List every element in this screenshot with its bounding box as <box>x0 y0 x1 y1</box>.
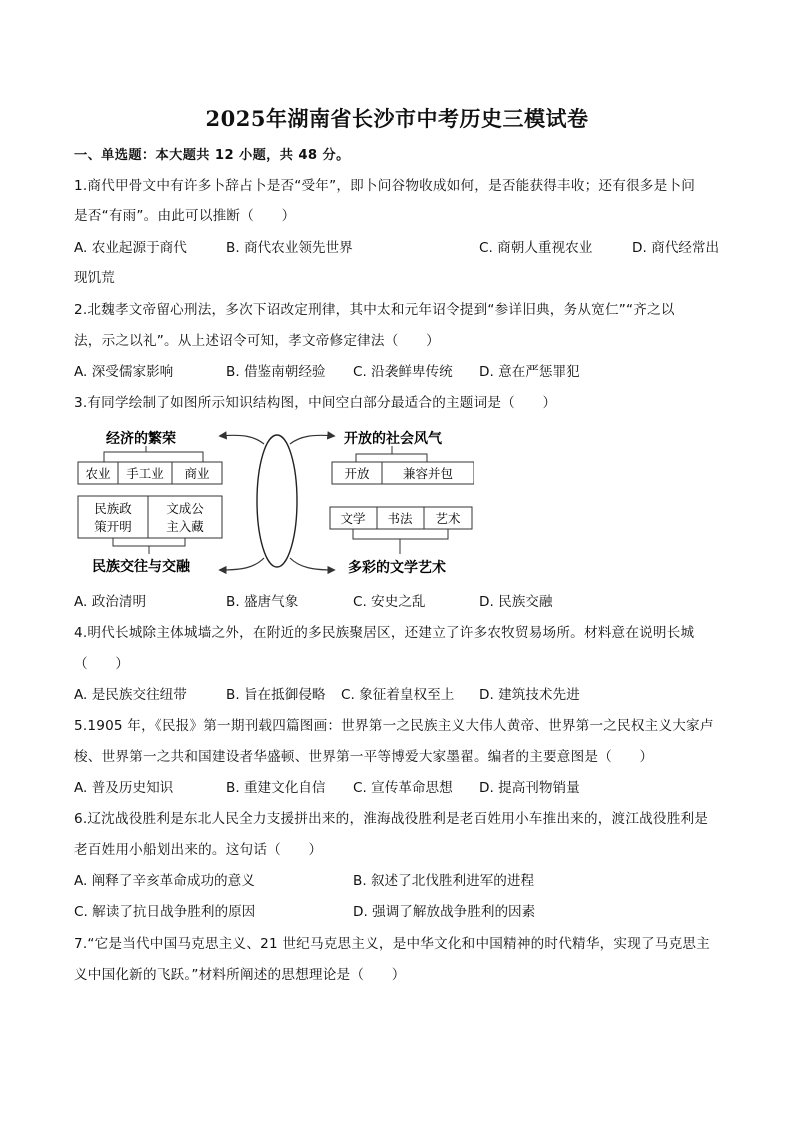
q3-option-d: D. 民族交融 <box>479 594 553 610</box>
question-1-line-1: 1.商代甲骨文中有许多卜辞占卜是否“受年”，即卜问谷物收成如何，是否能获得丰收；还有很多是卜问 <box>74 178 695 194</box>
q5-option-a: A. 普及历史知识 <box>74 780 174 796</box>
question-2-line-2: 法，示之以礼”。从上述诏令可知，孝文帝修定律法（ ） <box>74 333 440 349</box>
q3-option-a: A. 政治清明 <box>74 594 147 610</box>
box-ethnic-policy-line2: 策开明 <box>94 519 132 534</box>
q6-option-b: B. 叙述了北伐胜利进军的进程 <box>353 873 535 889</box>
q6-option-d: D. 强调了解放战争胜利的因素 <box>353 904 536 920</box>
question-7-line-2: 义中国化新的飞跃。”材料所阐述的思想理论是（ ） <box>74 967 406 983</box>
q3-option-c: C. 安史之乱 <box>353 594 426 610</box>
q5-option-c: C. 宣传革命思想 <box>353 780 453 796</box>
question-6-line-2: 老百姓用小船划出来的。这句话（ ） <box>74 842 323 858</box>
arrow-to-social <box>290 435 334 444</box>
q4-option-b: B. 旨在抵御侵略 <box>226 687 326 703</box>
q2-option-d: D. 意在严惩罪犯 <box>479 364 580 380</box>
question-2-line-1: 2.北魏孝文帝留心刑法，多次下诏改定刑律，其中太和元年诏令提到“参详旧典，务从宽仁”“齐之以 <box>74 302 675 318</box>
box-literature: 文学 <box>340 511 366 526</box>
box-agriculture: 农业 <box>85 466 111 481</box>
box-openness: 开放 <box>344 466 370 481</box>
economy-heading: 经济的繁荣 <box>106 431 176 447</box>
q4-option-c: C. 象征着皇权至上 <box>341 687 455 703</box>
box-art: 艺术 <box>435 511 461 526</box>
social-heading: 开放的社会风气 <box>344 431 442 447</box>
q5-option-d: D. 提高刊物销量 <box>479 780 580 796</box>
question-1-line-2: 是否“有雨”。由此可以推断（ ） <box>74 208 296 224</box>
q2-option-a: A. 深受儒家影响 <box>74 364 174 380</box>
q4-option-d: D. 建筑技术先进 <box>479 687 580 703</box>
q4-option-a: A. 是民族交往纽带 <box>74 687 187 703</box>
q3-option-b: B. 盛唐气象 <box>226 594 299 610</box>
box-inclusiveness: 兼容并包 <box>402 466 454 481</box>
knowledge-structure-diagram <box>74 420 474 582</box>
box-handicraft: 手工业 <box>126 466 164 481</box>
box-calligraphy: 书法 <box>387 511 413 526</box>
q6-option-a: A. 阐释了辛亥革命成功的意义 <box>74 873 255 889</box>
box-princess-wencheng-line2: 主入藏 <box>166 519 204 534</box>
question-4-line-1: 4.明代长城除主体城墙之外，在附近的多民族聚居区，还建立了许多农牧贸易场所。材料意在说明长城 <box>74 625 695 641</box>
arrow-to-economy <box>220 435 264 444</box>
q1-option-d: D. 商代经常出 <box>632 240 720 256</box>
question-4-line-2: （ ） <box>74 656 130 672</box>
arts-heading: 多彩的文学艺术 <box>348 560 446 576</box>
box-commerce: 商业 <box>184 466 210 481</box>
box-princess-wencheng: 文成公 <box>166 501 204 516</box>
question-6-line-1: 6.辽沈战役胜利是东北人民全力支援拼出来的，淮海战役胜利是老百姓用小车推出来的，渡江战役胜利是 <box>74 811 709 827</box>
box-ethnic-policy: 民族政 <box>94 501 132 516</box>
central-blank-oval <box>257 435 297 567</box>
question-7-line-1: 7.“它是当代中国马克思主义、21 世纪马克思主义，是中华文化和中国精神的时代精华，实现了马克思主 <box>74 936 710 952</box>
question-3-line-1: 3.有同学绘制了如图所示知识结构图，中间空白部分最适合的主题词是（ ） <box>74 395 557 411</box>
page-title: 2025年湖南省长沙市中考历史三模试卷 <box>205 106 589 131</box>
question-5-line-2: 梭、世界第一之共和国建设者华盛顿、世界第一平等博爱大家墨翟。编者的主要意图是（ ） <box>74 749 654 765</box>
ethnic-heading: 民族交往与交融 <box>92 559 190 575</box>
q1-option-a: A. 农业起源于商代 <box>74 240 187 256</box>
question-5-line-1: 5.1905 年，《民报》第一期刊载四篇图画：世界第一之民族主义大伟人黄帝、世界第一之民权主义大家卢 <box>74 718 714 734</box>
q1-option-c: C. 商朝人重视农业 <box>479 240 593 256</box>
arrow-to-ethnic <box>220 558 264 570</box>
q2-option-c: C. 沿袭鲜卑传统 <box>353 364 453 380</box>
q1-option-d-continued: 现饥荒 <box>74 270 115 286</box>
arrow-to-arts <box>290 558 334 570</box>
q6-option-c: C. 解读了抗日战争胜利的原因 <box>74 904 256 920</box>
q5-option-b: B. 重建文化自信 <box>226 780 326 796</box>
section-heading: 一、单选题：本大题共 12 小题，共 48 分。 <box>74 148 350 163</box>
q1-option-b: B. 商代农业领先世界 <box>226 240 353 256</box>
q2-option-b: B. 借鉴南朝经验 <box>226 364 326 380</box>
